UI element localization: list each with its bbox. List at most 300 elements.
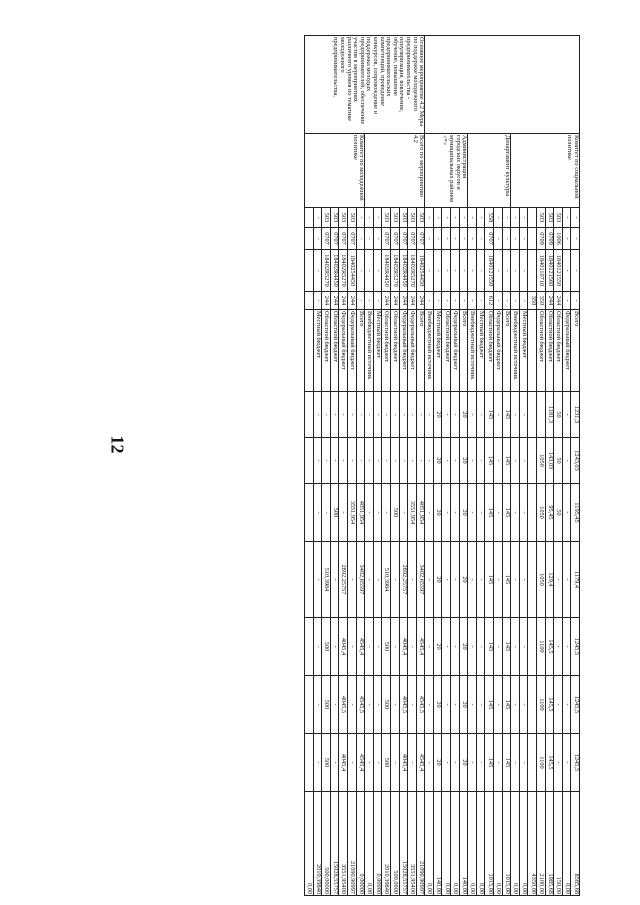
cell-2024: 500 [382,676,391,734]
cell-executor: Всего по мероприятию 4.2 [365,134,425,208]
cell-rzpr: - [502,228,511,250]
cell-2024: - [390,676,399,734]
cell-2024: - [562,676,571,734]
cell-2020: 145 [502,438,511,484]
cell-2023: - [554,618,563,676]
cell-grbs: 503 [330,208,339,228]
cell-rzpr: 0707 [382,228,391,250]
cell-2019: - [494,392,503,438]
cell-2020: - [468,438,477,484]
cell-grbs: - [356,208,365,228]
cell-2023: - [365,618,374,676]
cell-2020: 50 [554,438,563,484]
cell-2021: 4051,954 [356,484,365,542]
cell-2025: - [468,734,477,792]
cell-grbs: - [468,208,477,228]
cell-vr: 244 [416,292,425,310]
cell-2020: - [494,438,503,484]
cell-2019: - [476,392,485,438]
cell-2022 [528,542,537,618]
cell-2025: - [476,734,485,792]
cell-2019: - [339,392,348,438]
cell-grbs: - [494,208,503,228]
cell-2025: 4545,4 [416,734,425,792]
cell-total: 500,00000 [322,792,331,896]
cell-2024: 4545,5 [356,676,365,734]
cell-csr: 1840254450 [416,250,425,292]
cell-vr: - [494,292,503,310]
cell-csr: - [562,250,571,292]
cell-source: Всего [571,310,580,392]
cell-csr: - [365,250,374,292]
cell-2023: 4045,4 [399,618,408,676]
cell-csr: 18402R5270 [322,250,331,292]
cell-rzpr: - [511,228,520,250]
cell-vr: - [313,292,322,310]
cell-2023: - [425,618,434,676]
cell-rzpr: - [459,228,468,250]
cell-2024: 4045,5 [399,676,408,734]
cell-2024: - [554,676,563,734]
cell-2020: - [382,438,391,484]
cell-2020: - [451,438,460,484]
cell-2025: - [330,734,339,792]
cell-2024: - [425,676,434,734]
cell-csr: - [356,250,365,292]
cell-rzpr: 0707 [339,228,348,250]
cell-2023: - [330,618,339,676]
cell-2019: 20 [433,392,442,438]
cell-grbs: - [425,208,434,228]
cell-2025: 4545,4 [356,734,365,792]
cell-2023 [305,618,314,676]
cell-total: 1985,68 [545,792,554,896]
cell-2025: - [390,734,399,792]
cell-2019: - [451,392,460,438]
cell-2024: - [511,676,520,734]
cell-2024: 145 [485,676,494,734]
cell-vr: 244 [339,292,348,310]
cell-2022: 145 [485,542,494,618]
cell-2025: 145 [485,734,494,792]
cell-grbs: - [442,208,451,228]
cell-vr: - [373,292,382,310]
cell-2020: - [373,438,382,484]
cell-2025: 4045,4 [339,734,348,792]
cell-total: 0,00 [494,792,503,896]
cell-source: Областной бюджет [442,310,451,392]
cell-2022: - [442,542,451,618]
cell-2022: - [365,542,374,618]
cell-2023: 4545,4 [356,618,365,676]
cell-2019: - [313,392,322,438]
cell-grbs: 503 [322,208,331,228]
cell-2020: - [425,438,434,484]
cell-csr: - [519,250,528,292]
cell-vr: 612 [485,292,494,310]
cell-grbs: - [476,208,485,228]
cell-2025: 145 [502,734,511,792]
cell-2023: 500 [382,618,391,676]
cell-vr: - [425,292,434,310]
cell-2023: 20 [433,618,442,676]
cell-2025: 20 [433,734,442,792]
cell-2023: - [408,618,417,676]
cell-source: Местный бюджет [433,310,442,392]
cell-executor: Администрации городских округов и муниципальных районов <*> [425,134,468,208]
cell-csr: - [373,250,382,292]
cell-csr: 18402R5270 [408,250,417,292]
cell-rzpr: - [451,228,460,250]
cell-csr: - [476,250,485,292]
cell-grbs: 503 [347,208,356,228]
cell-2019: - [330,392,339,438]
cell-2024: - [451,676,460,734]
cell-2019: - [468,392,477,438]
cell-total: 0,00000 [356,792,365,896]
cell-2021: 20 [459,484,468,542]
cell-2023: 145 [502,618,511,676]
cell-2022: - [554,542,563,618]
cell-grbs: 503 [408,208,417,228]
cell-vr: 244 [322,292,331,310]
cell-2024: - [468,676,477,734]
cell-2024 [528,676,537,734]
cell-2022: 20 [459,542,468,618]
table-row [416,36,425,896]
cell-total: 2010,39840 [382,792,391,896]
cell-2021: - [511,484,520,542]
cell-2025: - [511,734,520,792]
cell-2023: - [494,618,503,676]
cell-2023: 500 [322,618,331,676]
cell-2021: - [451,484,460,542]
cell-2021: - [399,484,408,542]
cell-csr: - [313,250,322,292]
cell-2021 [528,484,537,542]
cell-2024: - [373,676,382,734]
cell-2025: - [442,734,451,792]
cell-grbs: 503 [537,208,546,228]
cell-2021: 20 [433,484,442,542]
cell-2022: - [425,542,434,618]
cell-2020: - [416,438,425,484]
cell-total: 0,00 [468,792,477,896]
cell-source: Внебюджетный источник [468,310,477,392]
cell-2020 [305,438,314,484]
cell-2021: - [468,484,477,542]
cell-vr: - [459,292,468,310]
cell-2020: - [519,438,528,484]
cell-source: Областной бюджет [322,310,331,392]
cell-2019 [305,392,314,438]
cell-2022: 145 [502,542,511,618]
cell-2019: - [365,392,374,438]
cell-2021: - [339,484,348,542]
cell-grbs: - [502,208,511,228]
cell-2024: 1100 [537,676,546,734]
cell-2021: - [365,484,374,542]
cell-2020: - [339,438,348,484]
cell-2025 [305,734,314,792]
cell-total: 0,00 [476,792,485,896]
cell-total: 21090,90997 [416,792,425,896]
cell-csr: - [451,250,460,292]
cell-rzpr: 0707 [485,228,494,250]
cell-grbs: - [459,208,468,228]
cell-2023: 145 [485,618,494,676]
cell-2025: - [562,734,571,792]
cell-executor: Департамент культуры [468,134,511,208]
budget-table [304,35,580,896]
cell-csr: 1840254450 [347,250,356,292]
cell-source: Внебюджетный источник [425,310,434,392]
cell-2024: 4545,5 [416,676,425,734]
cell-2025: - [425,734,434,792]
cell-2023: 20 [459,618,468,676]
cell-2019: - [347,392,356,438]
cell-grbs: 503 [554,208,563,228]
cell-rzpr: 0707 [408,228,417,250]
cell-vr: - [433,292,442,310]
cell-vr: 244 [382,292,391,310]
cell-rzpr: - [365,228,374,250]
cell-2021: - [519,484,528,542]
rotated-page-area [60,35,580,894]
cell-source: Всего [416,310,425,392]
cell-source: Федеральный бюджет [408,310,417,392]
cell-source: Областной бюджет [330,310,339,392]
cell-vr: 244 [399,292,408,310]
cell-grbs: 558 [485,208,494,228]
cell-total: 3551,95400 [408,792,417,896]
cell-2021: - [382,484,391,542]
cell-2020: - [408,438,417,484]
cell-2020: - [356,438,365,484]
rotated-table-container [60,35,580,894]
cell-2022: 3402,65597 [416,542,425,618]
cell-2019: 50 [554,392,563,438]
cell-2025: 4045,4 [399,734,408,792]
cell-2023: 4545,4 [416,618,425,676]
cell-csr: 18402R5270 [339,250,348,292]
cell-total: 140,00 [459,792,468,896]
cell-2022: - [468,542,477,618]
cell-grbs: - [433,208,442,228]
cell-rzpr: - [476,228,485,250]
cell-2019: - [390,392,399,438]
cell-2021: - [425,484,434,542]
cell-2021: 145 [502,484,511,542]
cell-2025: - [554,734,563,792]
cell-source: Внебюджетный источник [365,310,374,392]
cell-source [305,310,314,392]
cell-2023: - [468,618,477,676]
cell-2022: - [562,542,571,618]
cell-2023: - [476,618,485,676]
cell-2021: 3551,954 [347,484,356,542]
cell-2022: - [347,542,356,618]
cell-2019: 1231,3 [571,392,580,438]
cell-2024: 20 [433,676,442,734]
cell-rzpr: - [425,228,434,250]
cell-vr: 244 [390,292,399,310]
cell-grbs: - [511,208,520,228]
cell-2022: 510,3984 [382,542,391,618]
table-row [459,36,468,896]
cell-2022: 3402,65597 [356,542,365,618]
cell-2019: 145 [502,392,511,438]
cell-grbs: - [519,208,528,228]
cell-vr: 244 [554,292,563,310]
cell-rzpr [305,228,314,250]
cell-2021: - [373,484,382,542]
cell-2020: - [390,438,399,484]
cell-2021: 1050 [537,484,546,542]
cell-csr: 1840110710 [537,250,546,292]
cell-2019: - [356,392,365,438]
cell-total: 15028,55757 [399,792,408,896]
cell-grbs: - [562,208,571,228]
cell-2020: - [442,438,451,484]
cell-2023: - [511,618,520,676]
cell-2020: - [399,438,408,484]
cell-2022: 510,3984 [322,542,331,618]
cell-total: 3551,95400 [339,792,348,896]
cell-grbs: 503 [399,208,408,228]
cell-grbs: - [571,208,580,228]
cell-source: Областной бюджет [554,310,563,392]
cell-total: 21090,90997 [347,792,356,896]
cell-2021: 4051,954 [416,484,425,542]
cell-grbs: - [451,208,460,228]
cell-2024: - [494,676,503,734]
cell-grbs [305,208,314,228]
cell-csr: - [571,250,580,292]
cell-vr [305,292,314,310]
cell-vr: 350 [528,292,537,310]
cell-rzpr: 1006 [554,228,563,250]
cell-2025 [528,734,537,792]
cell-total: 15028,55757 [330,792,339,896]
cell-vr: 350 [537,292,546,310]
cell-total: 0,00 [365,792,374,896]
table-row [502,36,511,896]
cell-source: Областной бюджет [537,310,546,392]
cell-2025: - [408,734,417,792]
cell-2023: 1245,5 [571,618,580,676]
cell-total: 500,0000 [390,792,399,896]
cell-2025: 1100 [537,734,546,792]
cell-2020: - [313,438,322,484]
cell-total: 0,00 [442,792,451,896]
cell-vr: - [365,292,374,310]
cell-2022: - [494,542,503,618]
cell-2020: - [347,438,356,484]
cell-2025: - [494,734,503,792]
cell-grbs: - [373,208,382,228]
cell-2022: 1179,4 [571,542,580,618]
cell-2019 [528,392,537,438]
cell-vr: - [511,292,520,310]
cell-rzpr: 0707 [330,228,339,250]
cell-2021: 500 [330,484,339,542]
cell-2019: - [442,392,451,438]
cell-2024: 145 [502,676,511,734]
cell-rzpr: 0709 [537,228,546,250]
cell-source: Федеральный бюджет [451,310,460,392]
cell-2024: - [330,676,339,734]
cell-vr: - [571,292,580,310]
cell-2022: - [313,542,322,618]
cell-2020: 20 [433,438,442,484]
cell-rzpr: - [571,228,580,250]
cell-2025: - [313,734,322,792]
cell-grbs: 503 [416,208,425,228]
cell-2024: - [347,676,356,734]
cell-total: 8585,68 [571,792,580,896]
cell-source: Федеральный бюджет [339,310,348,392]
cell-rzpr: 0707 [399,228,408,250]
cell-source: Областной бюджет [382,310,391,392]
cell-source: Федеральный бюджет [399,310,408,392]
cell-rzpr [528,228,537,250]
cell-csr: - [459,250,468,292]
cell-grbs: 503 [339,208,348,228]
cell-2024: - [313,676,322,734]
cell-source: Областной бюджет [545,310,554,392]
cell-csr: - [433,250,442,292]
cell-2019: 20 [459,392,468,438]
cell-2020: - [330,438,339,484]
cell-total: 0,00 [425,792,434,896]
cell-total: 0,00 [511,792,520,896]
cell-2022 [305,542,314,618]
cell-2020: 1050 [537,438,546,484]
cell-csr: 1840121550 [554,250,563,292]
cell-2020: - [476,438,485,484]
cell-event: Основное мероприятие 4.2 Меры по поддержке молодежного предпринимательства - популяризация, вовлечение, обучение, повышение предпринимательских компетенций, проведение конкурсов, сопровождение и поддержка молодых предпринимателей, обеспечение участия в мероприятиях различного уровня по тематике молодежного предпринимательства, [305,36,425,134]
cell-csr: - [468,250,477,292]
cell-csr: 18402R4450 [399,250,408,292]
cell-2024: - [519,676,528,734]
cell-total: 0,00000 [373,792,382,896]
table-row [356,36,365,896]
cell-csr: - [511,250,520,292]
cell-2021: - [562,484,571,542]
cell-total: 2010,39840 [313,792,322,896]
cell-2022: - [476,542,485,618]
cell-vr: 244 [347,292,356,310]
cell-vr: - [442,292,451,310]
cell-vr: - [451,292,460,310]
cell-rzpr: 0707 [347,228,356,250]
cell-vr: 244 [545,292,554,310]
cell-2021: 1195,45 [571,484,580,542]
cell-rzpr: - [433,228,442,250]
cell-2023: 1100 [537,618,546,676]
cell-2019: - [399,392,408,438]
cell-total: 150,00 [554,792,563,896]
cell-vr: - [468,292,477,310]
table-row [571,36,580,896]
cell-2019: - [408,392,417,438]
cell-grbs: 503 [382,208,391,228]
cell-grbs: 503 [390,208,399,228]
cell-rzpr: 0707 [390,228,399,250]
cell-2024: - [476,676,485,734]
cell-total: 1015,00 [485,792,494,896]
